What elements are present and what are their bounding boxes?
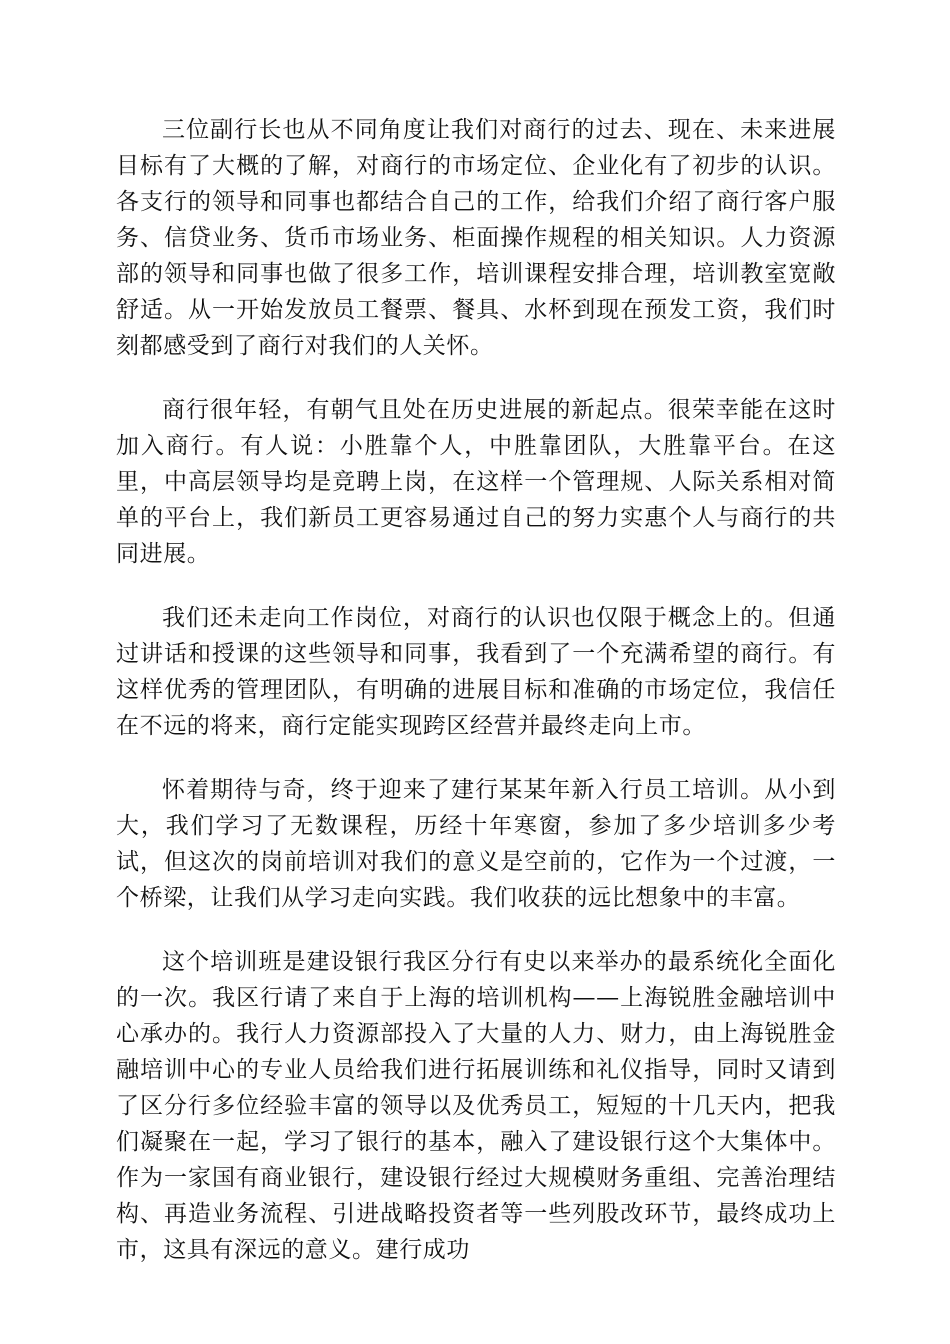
paragraph-4: 怀着期待与奇，终于迎来了建行某某年新入行员工培训。从小到大，我们学习了无数课程，历经十年寒窗，参加了多少培训多少考试，但这次的岗前培训对我们的意义是空前的，它作为一个过渡，一个桥梁，让我们从学习走向实践。我们收获的远比想象中的丰富。 bbox=[116, 777, 836, 911]
document-body bbox=[116, 112, 836, 1268]
paragraph-1: 三位副行长也从不同角度让我们对商行的过去、现在、未来进展目标有了大概的了解，对商行的市场定位、企业化有了初步的认识。各支行的领导和同事也都结合自己的工作，给我们介绍了商行客户服务、信贷业务、货币市场业务、柜面操作规程的相关知识。人力资源部的领导和同事也做了很多工作，培训课程安排合理，培训教室宽敞舒适。从一开始发放员工餐票、餐具、水杯到现在预发工资，我们时刻都感受到了商行对我们的人关怀。 bbox=[116, 117, 836, 359]
paragraph-3: 我们还未走向工作岗位，对商行的认识也仅限于概念上的。但通过讲话和授课的这些领导和同事，我看到了一个充满希望的商行。有这样优秀的管理团队，有明确的进展目标和准确的市场定位，我信任在不远的将来，商行定能实现跨区经营并最终走向上市。 bbox=[116, 605, 836, 739]
paragraph-2: 商行很年轻，有朝气且处在历史进展的新起点。很荣幸能在这时加入商行。有人说：小胜靠个人，中胜靠团队，大胜靠平台。在这里，中高层领导均是竞聘上岗，在这样一个管理规、人际关系相对简单的平台上，我们新员工更容易通过自己的努力实惠个人与商行的共同进展。 bbox=[116, 397, 836, 567]
paragraph-5: 这个培训班是建设银行我区分行有史以来举办的最系统化全面化的一次。我区行请了来自于上海的培训机构——上海锐胜金融培训中心承办的。我行人力资源部投入了大量的人力、财力，由上海锐胜金融培训中心的专业人员给我们进行拓展训练和礼仪指导，同时又请到了区分行多位经验丰富的领导以及优秀员工，短短的十几天内，把我们凝聚在一起，学习了银行的基本，融入了建设银行这个大集体中。作为一家国有商业银行，建设银行经过大规模财务重组、完善治理结构、再造业务流程、引进战略投资者等一些列股改环节，最终成功上市，这具有深远的意义。建行成功 bbox=[116, 949, 836, 1263]
